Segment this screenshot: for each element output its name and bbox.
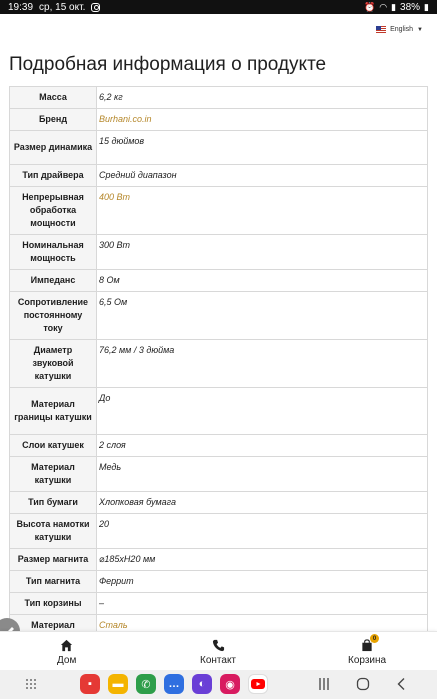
spec-label: Размер магнита <box>10 549 97 571</box>
spec-label: Тип магнита <box>10 571 97 593</box>
spec-value: 15 дюймов <box>97 131 428 165</box>
spec-label: Высота намотки катушки <box>10 514 97 549</box>
spec-value: Средний диапазон <box>97 165 428 187</box>
youtube-app-icon[interactable] <box>248 674 268 694</box>
language-selector[interactable] <box>376 26 423 33</box>
messages-app-icon[interactable]: … <box>164 674 184 694</box>
site-header <box>0 14 437 46</box>
specs-table <box>9 86 428 631</box>
camera-app-icon[interactable]: ◉ <box>220 674 240 694</box>
signal-icon: ▮ <box>391 1 397 12</box>
phone-icon <box>212 639 225 652</box>
language-label: English <box>390 26 414 33</box>
internet-app-icon[interactable]: ◐ <box>192 674 212 694</box>
home-icon <box>60 639 73 652</box>
battery-icon: ▮ <box>424 1 429 12</box>
files-app-icon[interactable]: ▬ <box>108 674 128 694</box>
instagram-notification-icon <box>91 3 100 12</box>
table-row <box>10 131 428 165</box>
chevron-down-icon: ▼ <box>417 26 423 33</box>
nav-home[interactable] <box>57 638 76 666</box>
notes-app-icon[interactable]: ▪ <box>80 674 100 694</box>
alarm-icon: ⏰ <box>364 1 376 12</box>
spec-label: Тип драйвера <box>10 165 97 187</box>
cart-count-badge: 0 <box>370 634 379 643</box>
spec-value: 2 слоя <box>97 435 428 457</box>
spec-value: 8 Ом <box>97 270 428 292</box>
spec-value-link[interactable]: Сталь <box>97 615 428 632</box>
table-row <box>10 514 428 549</box>
youtube-icon <box>251 679 265 689</box>
spec-label: Материал границы катушки <box>10 388 97 435</box>
table-row <box>10 165 428 187</box>
spec-label: Диаметр звуковой катушки <box>10 340 97 388</box>
spec-value-link[interactable]: 400 Вт <box>97 187 428 235</box>
spec-value: Феррит <box>97 571 428 593</box>
spec-value-link[interactable]: Burhani.co.in <box>97 109 428 131</box>
table-row <box>10 235 428 270</box>
spec-label: Тип бумаги <box>10 492 97 514</box>
spec-value: 300 Вт <box>97 235 428 270</box>
wifi-icon: ◠ <box>379 1 388 12</box>
spec-label: Материал катушки <box>10 457 97 492</box>
spec-label: Тип корзины <box>10 593 97 615</box>
spec-label: Материал <box>10 615 97 632</box>
status-time: 19:39 <box>8 1 34 13</box>
spec-value: 6,2 кг <box>97 87 428 109</box>
spec-label: Размер динамика <box>10 131 97 165</box>
recent-apps-icon[interactable] <box>318 677 330 691</box>
bottom-navigation <box>0 631 437 670</box>
spec-value: Медь <box>97 457 428 492</box>
home-button-icon[interactable] <box>356 677 370 691</box>
app-dock <box>80 674 268 694</box>
nav-cart-label: Корзина <box>348 655 387 666</box>
spec-label: Номинальная мощность <box>10 235 97 270</box>
table-row <box>10 388 428 435</box>
table-row <box>10 292 428 340</box>
page-title: Подробная информация о продукте <box>9 54 327 75</box>
spec-label: Бренд <box>10 109 97 131</box>
spec-label: Масса <box>10 87 97 109</box>
spec-label: Импеданс <box>10 270 97 292</box>
system-navigation-bar <box>0 670 437 699</box>
spec-value: 6,5 Ом <box>97 292 428 340</box>
spec-value: – <box>97 593 428 615</box>
status-bar <box>0 0 437 14</box>
back-icon[interactable] <box>396 677 406 691</box>
battery-percent: 38% <box>400 1 421 13</box>
apps-grid-icon[interactable] <box>26 679 36 689</box>
table-row <box>10 593 428 615</box>
table-row <box>10 87 428 109</box>
table-row <box>10 615 428 632</box>
table-row <box>10 492 428 514</box>
nav-contact-label: Контакт <box>200 655 237 666</box>
spec-value: Хлопковая бумага <box>97 492 428 514</box>
nav-home-label: Дом <box>57 655 77 666</box>
spec-value: ⌀185xH20 мм <box>97 549 428 571</box>
spec-label: Непрерывная обработка мощности <box>10 187 97 235</box>
table-row <box>10 457 428 492</box>
table-row <box>10 571 428 593</box>
table-row <box>10 187 428 235</box>
phone-app-icon[interactable]: ✆ <box>136 674 156 694</box>
spec-value: 20 <box>97 514 428 549</box>
nav-cart[interactable] <box>348 635 387 666</box>
table-row <box>10 340 428 388</box>
spec-label: Слои катушек <box>10 435 97 457</box>
table-row <box>10 109 428 131</box>
spec-value: 76,2 мм / 3 дюйма <box>97 340 428 388</box>
us-flag-icon <box>376 26 386 33</box>
table-row <box>10 549 428 571</box>
spec-value: До <box>97 388 428 435</box>
status-date: ср, 15 окт. <box>39 1 86 13</box>
table-row <box>10 435 428 457</box>
specs-table-container[interactable] <box>9 86 428 631</box>
table-row <box>10 270 428 292</box>
spec-label: Сопротивление постоянному току <box>10 292 97 340</box>
nav-contact[interactable] <box>200 638 236 666</box>
